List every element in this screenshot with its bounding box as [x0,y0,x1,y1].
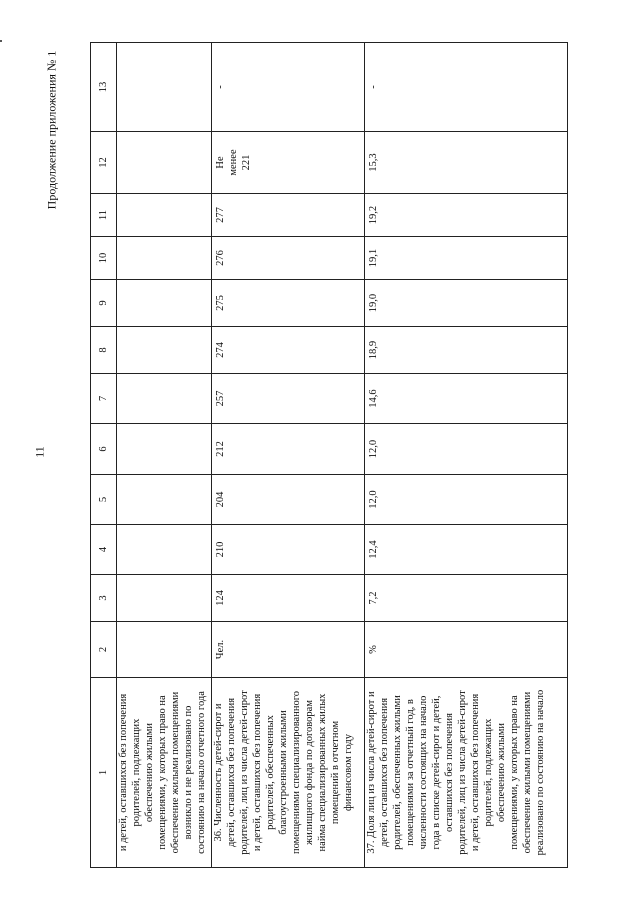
table-cell [117,237,212,280]
table-cell: 19,1 [365,237,568,280]
table-cell: 15,3 [365,132,568,194]
header-cell: 4 [91,525,117,575]
table-row [365,43,568,868]
header-cell: 3 [91,575,117,622]
header-cell: 1 [91,678,117,868]
header-cell: 10 [91,237,117,280]
table-cell: 124 [212,575,365,622]
indicator-description: и детей, оставшихся без попечения родителей, подлежащих обеспечению жилыми помещениями, у которых право на обеспечение жилыми помещениями возникло и не реализовано по состоянию на начало отчетного года [117,678,212,868]
page-number: 11 [32,446,47,458]
table-cell: % [365,622,568,678]
table-cell: 7,2 [365,575,568,622]
table-cell: 275 [212,280,365,327]
table-cell: 204 [212,475,365,525]
indicator-description: 36. Численность детей-сирот и детей, оставшихся без попечения родителей, лиц из числа детей-сирот и детей, оставшихся без попечения родителей, обеспеченных благоустроенными жилыми помещениями специализированного жилищного фонда по договорам найма специализированных жилых помещений в отчетном финансовом году [212,678,365,868]
table-cell [117,475,212,525]
table-cell: - [365,43,568,132]
header-cell: 6 [91,424,117,475]
table-cell: 12,4 [365,525,568,575]
header-cell: 12 [91,132,117,194]
table-cell [117,575,212,622]
table-cell [117,374,212,424]
table-cell: 19,2 [365,194,568,237]
table-cell: 276 [212,237,365,280]
indicators-table [90,42,568,868]
header-cell: 9 [91,280,117,327]
header-cell: 7 [91,374,117,424]
table-cell [117,622,212,678]
table-cell: 212 [212,424,365,475]
table-cell: Чел. [212,622,365,678]
table-cell: 14,6 [365,374,568,424]
table-cell [117,280,212,327]
header-cell: 2 [91,622,117,678]
table-cell: 274 [212,327,365,374]
rotated-table-area [90,43,565,868]
header-row [91,43,117,868]
header-cell: 13 [91,43,117,132]
table-cell [117,132,212,194]
table-cell [117,43,212,132]
table-cell: 277 [212,194,365,237]
table-cell [117,194,212,237]
table-cell: Не менее 221 [212,132,365,194]
table-cell: 210 [212,525,365,575]
table-cell [117,525,212,575]
table-cell: 12,0 [365,424,568,475]
table-cell: 12,0 [365,475,568,525]
table-row [117,43,212,868]
header-cell: 8 [91,327,117,374]
table-cell: 19,0 [365,280,568,327]
table-cell: 18,9 [365,327,568,374]
table-row [212,43,365,868]
table-cell [117,424,212,475]
table-cell: 257 [212,374,365,424]
table-cell: - [212,43,365,132]
table-cell [117,327,212,374]
scan-mark [0,40,2,42]
indicator-description: 37. Доля лиц из числа детей-сирот и детей, оставшихся без попечения родителей, обеспеченных жилыми помещениями за отчетный год, в численности состоящих на начало года в списке детей-сирот и детей, оставшихся без попечения родителей, лиц из числа детей-сирот и детей, оставшихся без попечения родителей, подлежащих обеспечению жилыми помещениями, у которых право на обеспечение жилыми помещениями реализовано по состоянию на начало [365,678,568,868]
appendix-caption: Продолжение приложения № 1 [44,50,59,210]
header-cell: 5 [91,475,117,525]
header-cell: 11 [91,194,117,237]
